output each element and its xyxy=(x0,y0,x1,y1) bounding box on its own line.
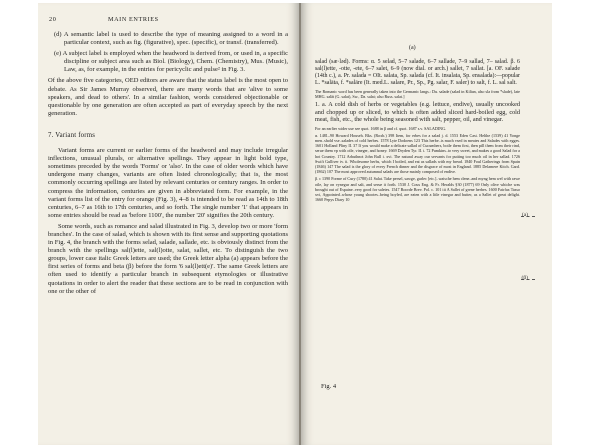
brace-marker-beta: (β) xyxy=(521,275,528,281)
label-item-d: (d) A semantic label is used to describe the type of meaning assigned to a word in a particular context, such as fig. (figurative), spec. (specific), or transf. (transferred). xyxy=(54,31,288,47)
quotations-alpha: α. 1481–90 Howard Househ. Bks. (Roxb.) 398 Item, for erbes for a salad j. d. 1553 Eden Cast. Helthe (1539) 41 Yonge men..shold vse..salades of cold herbes. 1578 Lyte Dodoens 123 This herbe..is much vsed in meates and Salades with egges. 1601 Holland Pliny II. 37 If you would make a delicate sallad of Cucumbers, boile them first, then pill them from their rind, serue them vp with oile, vineger, and honey. 1669 Dryden Tyr. II. i. 72 Pumkins..to very sweet, and makes a good Salad for a hot Country. 1712 Arbuthnot John Bull i. xvi. The natural away our servants for putting too much oil in her sallad. 1726 Swift Gulliver iv. ii. Wholesome herbs, which I boiled, and eat as sallads with my bread. 1840 Foul Gatherings from Spain (1846) 147 The salad is the glory of every French dinner and the disgrace of most in England. 1885 Delamere Kitch. Gard. (1862) 107 The most approved autumnal salads are those mainly composed of endive. xyxy=(315,132,520,175)
sense-1-definition: 1. a. A cold dish of herbs or vegetables (e.g. lettuce, endive), usually uncooked and chopped up or sliced, to which is often added sliced hard-boiled egg, cold meat, fish, etc., the whole being seasoned with salt, pepper, oil, and vinegar. xyxy=(315,101,520,124)
dictionary-entry-salad xyxy=(315,59,520,204)
section-heading: 7. Variant forms xyxy=(48,131,96,139)
left-column xyxy=(48,31,288,299)
form-branches-paragraph: Some words, such as romance and salad illustrated in Fig. 3, develop two or more 'form branches'. In the case of salad, which is shown with its first sense and supporting quotations in Fig. 4, the branch with the forms selad, salade, sallade, etc. is obviously distinct from the branch with the spellings sal(l)ette, sal(l)otte, salat, sallet, etc. To distinguish the two groups, lower case italic Greek letters are used; the Greek letter alpha (a) appears before the first series of forms and beta (β) before the form '6 sal(l)ett(e)'. The same Greek letters are often used to identify a particular branch in subsequent etymologies or illustrative quotations in order to alert the reader that these sections are to be read in conjunction with one or the other of xyxy=(48,222,288,295)
entry-forms: salad (sæ·ləd). Forms: α. 5 selad, 5–7 salade, 6–7 sallade, 7–9 sallad, 7– salad. β. 6 sal(l)ette, -otte, -ete, 6–7 salet, 6–9 (now dial. or arch.) sallet, 7 sallat. [a. OF. salade (14th c.), a. Pr. salada = OIt. salata, Sp. salada (cf. It. insalata, Sp. ensalada):—popular L. *salāta, f. *salāre (It. med.L. salare, Pr., Sp., Pg. salar, F. saler) to salt, f. L. sal salt. xyxy=(315,59,520,86)
running-head: MAIN ENTRIES xyxy=(108,16,159,23)
quotation-note: For an earlier wider use see quot. 1688 in β and cf. quot. 1687 s.v. SALADING. xyxy=(315,125,447,131)
quotations-beta: β. c 1390 Forme of Cury (1780) 41 Salat. Take persel, sawge, garlec [etc.]..waische hem clene..and myng hem wel with rawe oile, lay on vynegur and salt, and serue it forth. 1530 J. Cous Eng. & Fr. Heralds §30 (1877) 69 Only olive whiche was brought out of Espaine..very good for saletes. 1547 Boorde Brev. Pol. c. 101 iii A Sallet of grene herbes. 1600 Fairfax Tasso xvi, Appointed..whose young shootes..being boyled, are eaten with a litle vinegar and butter, as a Sallet of great delight. 1660 Pepys Diary 10 xyxy=(315,176,520,203)
etymology-note: The Romanic word has been generally taken into the Germanic langs.: Du. salade (salad in Kilian, also sla from *slade), late MHG. salât (G. salat), Sw., Da. salat; also Russ. salat.] xyxy=(315,89,520,100)
label-item-e: (e) A subject label is employed when the headword is derived from, or used in, a specific discipline or subject area such as Biol. (Biology), Chem. (Chemistry), Mus. (Music), Law, as, for example, in the entries for pericyclic and pulse² in Fig. 3. xyxy=(54,50,288,74)
page-number: 20 xyxy=(49,16,57,23)
status-label-paragraph: Of the above five categories, OED editors are aware that the status label is the most open to debate. As Sir James Murray observed, there are many words that are 'alive to some speakers, and dead to others'. In a similar fashion, words considered objectionable or questionable by one generation are often accepted as part of everyday speech by the next generation. xyxy=(48,77,288,117)
right-page xyxy=(301,3,552,445)
figure-caption: Fig. 4 xyxy=(321,383,337,390)
brace-marker-alpha: (a) xyxy=(521,212,528,218)
variant-forms-paragraph: Variant forms are current or earlier forms of the headword and may include irregular inflections, unusual plurals, or alternative spellings. They appear in light bold type, sometimes preceded by the words 'Forms' or 'also'. In the case of older words which have undergone many changes, variants are often listed chronologically; that is, the most commonly occurring spellings are listed by relevant centuries or century ranges. In order to compress the information, centuries are given in abbreviated form. For example, in the variant forms list of the entry for orange (Fig. 3), 4–8 is intended to be read as 14th to 18th centuries, 6–7 as 16th to 17th centuries, and so forth. The single number '1' that appears in some entries should be read as 'before 1100', the number '20' signifies the 20th century. xyxy=(48,147,288,219)
figure-marker: (a) xyxy=(409,45,416,51)
left-page xyxy=(38,3,299,445)
